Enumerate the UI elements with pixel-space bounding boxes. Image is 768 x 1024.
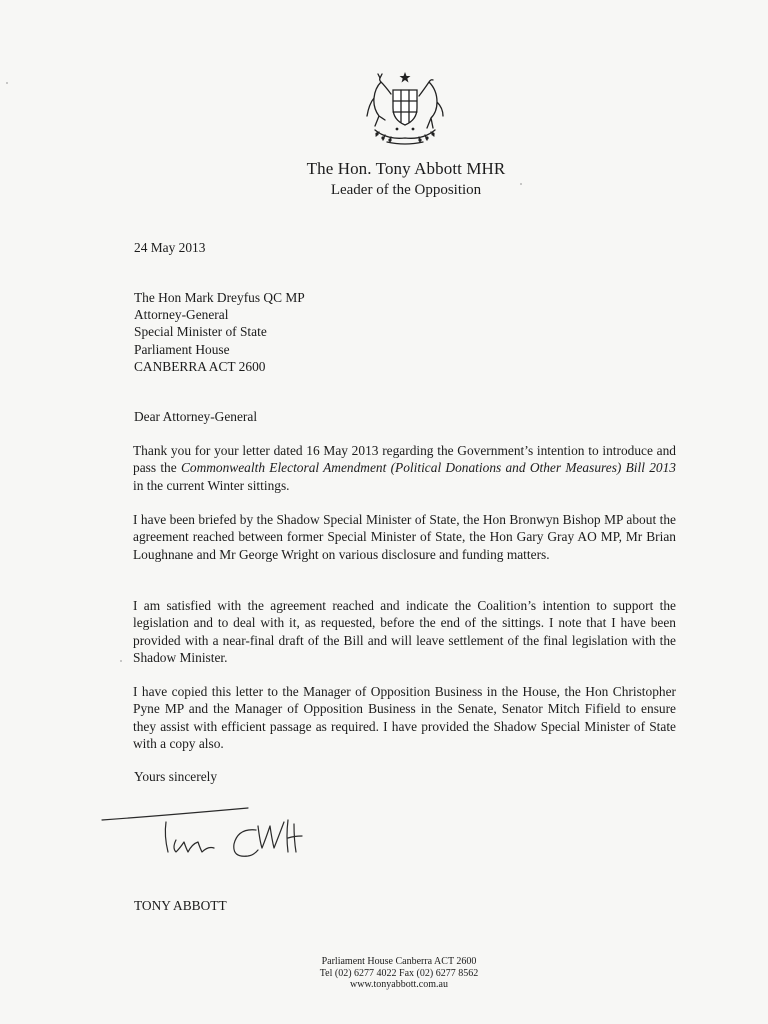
recipient-line: Special Minister of State: [134, 324, 267, 340]
coat-of-arms-icon: [357, 68, 453, 148]
body-paragraph-3: I am satisfied with the agreement reached and indicate the Coalition’s intention to support the legislation and to deal with it, as requested, before the end of the sittings. I note that I have been provided with a near-final draft of the Bill and will leave settlement of the final legislation with the Shadow Minister.: [133, 598, 676, 665]
body-paragraph-1: [133, 442, 676, 494]
letterhead-title: Leader of the Opposition: [330, 182, 482, 198]
letterhead-footer: [0, 956, 768, 991]
recipient-line: Attorney-General: [134, 307, 229, 323]
bill-title: Commonwealth Electoral Amendment (Political Donations and Other Measures) Bill 2013: [180, 460, 677, 476]
scan-speck: [520, 183, 522, 185]
body-paragraph-4: I have copied this letter to the Manager of Opposition Business in the House, the Hon Christopher Pyne MP and the Manager of Opposition Business in the Senate, Senator Mitch Fifield to ensure they assist with efficient passage as required. I have provided the Shadow Special Minister of State with a copy also.: [133, 684, 676, 751]
signature-icon: [98, 800, 328, 870]
recipient-line: CANBERRA ACT 2600: [134, 358, 266, 374]
closing: Yours sincerely: [134, 769, 218, 784]
paragraph-text: in the current Winter sittings.: [133, 477, 290, 493]
letter-date: 24 May 2013: [134, 240, 206, 255]
recipient-line: Parliament House: [134, 341, 230, 357]
body-paragraph-2: I have been briefed by the Shadow Special Minister of State, the Hon Bronwyn Bishop MP about the agreement reached between former Special Minister of State, the Hon Gary Gray AO MP, Mr Brian Loughnane and Mr George Wright on various disclosure and funding matters.: [133, 512, 676, 562]
footer-address: Parliament House Canberra ACT 2600: [321, 956, 477, 967]
footer-website: www.tonyabbott.com.au: [350, 979, 448, 990]
footer-phone: Tel (02) 6277 4022 Fax (02) 6277 8562: [319, 967, 479, 979]
paragraph-text: Thank you for your letter dated 16 May 2013 regarding the Government’s intention to introduce and pass the: [133, 443, 676, 476]
recipient-address: [134, 289, 305, 375]
signatory-name: TONY ABBOTT: [134, 898, 227, 913]
scan-speck: [6, 82, 8, 84]
letterhead-name: The Hon. Tony Abbott MHR: [306, 159, 506, 178]
scan-speck: [120, 660, 122, 662]
recipient-line: The Hon Mark Dreyfus QC MP: [134, 290, 305, 305]
salutation: Dear Attorney-General: [134, 409, 258, 424]
